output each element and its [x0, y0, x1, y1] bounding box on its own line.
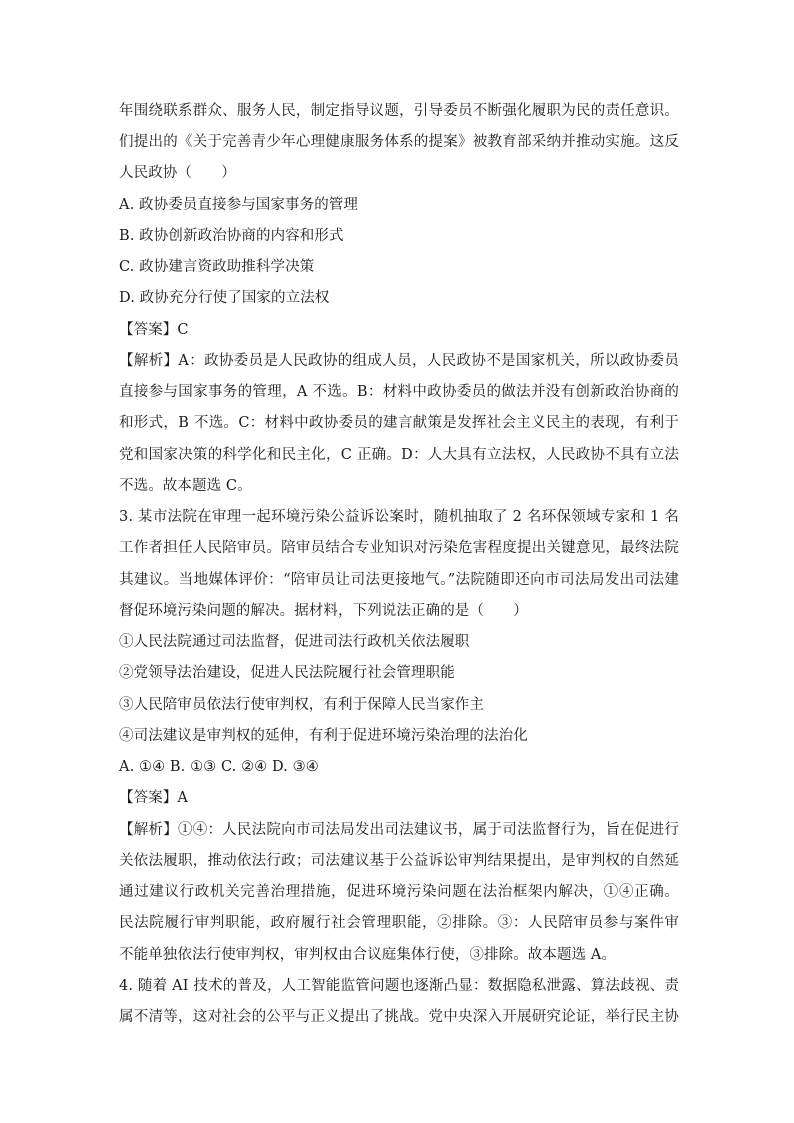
question-2-option-d: D. 政协充分行使了国家的立法权 [119, 290, 330, 306]
question-2-option-b: B. 政协创新政治协商的内容和形式 [119, 228, 344, 244]
question-3-answer: 【答案】A [119, 790, 188, 806]
question-2-option-c: C. 政协建言资政助推科学决策 [119, 259, 315, 275]
question-2-analysis-line-3: 和形式，B 不选。C：材料中政协委员的建言献策是发挥社会主义民主的表现，有利于 [119, 415, 679, 431]
question-2-option-a: A. 政协委员直接参与国家事务的管理 [119, 197, 358, 213]
question-2-stem-line-1: 年围绕联系群众、服务人民，制定指导议题，引导委员不断强化履职为民的责任意识。 [119, 103, 679, 119]
question-3-stem-line-4: 督促环境污染问题的解决。据材料，下列说法正确的是（ ） [119, 603, 528, 619]
question-3-stem-line-3: 其建议。当地媒体评价：“陪审员让司法更接地气。”法院随即还向市司法局发出司法建 [119, 572, 679, 588]
question-2-analysis-line-2: 直接参与国家事务的管理，A 不选。B：材料中政协委员的做法并没有创新政治协商的 [119, 384, 679, 400]
question-3-options: A. ①④ B. ①③ C. ②④ D. ③④ [119, 759, 319, 775]
question-3-statement-4: ④司法建议是审判权的延伸，有利于促进环境污染治理的法治化 [119, 728, 528, 744]
question-2-stem-line-3: 人民政协（ ） [119, 165, 236, 181]
question-2-analysis-line-4: 党和国家决策的科学化和民主化，C 正确。D：人大具有立法权，人民政协不具有立法 [119, 447, 679, 463]
question-3-statement-2: ②党领导法治建设，促进人民法院履行社会管理职能 [119, 665, 455, 681]
question-3-analysis-line-4: 民法院履行审判职能，政府履行社会管理职能，②排除。③：人民陪审员参与案件审 [119, 915, 679, 931]
question-2-stem-line-2: 们提出的《关于完善青少年心理健康服务体系的提案》被教育部采纳并推动实施。这反 [119, 134, 679, 150]
question-3-statement-1: ①人民法院通过司法监督，促进司法行政机关依法履职 [119, 634, 470, 650]
question-2-answer: 【答案】C [119, 322, 189, 338]
question-3-stem-line-2: 工作者担任人民陪审员。陪审员结合专业知识对污染危害程度提出关键意见，最终法院 [119, 540, 679, 556]
question-3-analysis-line-5: 不能单独依法行使审判权，审判权由合议庭集体行使，③排除。故本题选 A。 [119, 947, 617, 963]
question-4-stem-line-2: 属不清等，这对社会的公平与正义提出了挑战。党中央深入开展研究论证，举行民主协 [119, 1009, 679, 1025]
question-3-analysis-line-2: 关依法履职，推动依法行政；司法建议基于公益诉讼审判结果提出，是审判权的自然延 [119, 853, 679, 869]
question-3-statement-3: ③人民陪审员依法行使审判权，有利于保障人民当家作主 [119, 697, 484, 713]
question-3-analysis-line-3: 通过建议行政机关完善治理措施，促进环境污染问题在法治框架内解决，①④正确。 [119, 884, 679, 900]
question-3-stem-line-1: 3. 某市法院在审理一起环境污染公益诉讼案时，随机抽取了 2 名环保领域专家和 1 名 [119, 509, 679, 525]
question-2-analysis-line-5: 不选。故本题选 C。 [119, 478, 252, 494]
question-4-stem-line-1: 4. 随着 AI 技术的普及，人工智能监管问题也逐渐凸显：数据隐私泄露、算法歧视、责 [119, 978, 679, 994]
question-2-analysis-line-1: 【解析】A：政协委员是人民政协的组成人员，人民政协不是国家机关，所以政协委员 [119, 353, 679, 369]
question-3-analysis-line-1: 【解析】①④：人民法院向市司法局发出司法建议书，属于司法监督行为，旨在促进行 [119, 822, 679, 838]
